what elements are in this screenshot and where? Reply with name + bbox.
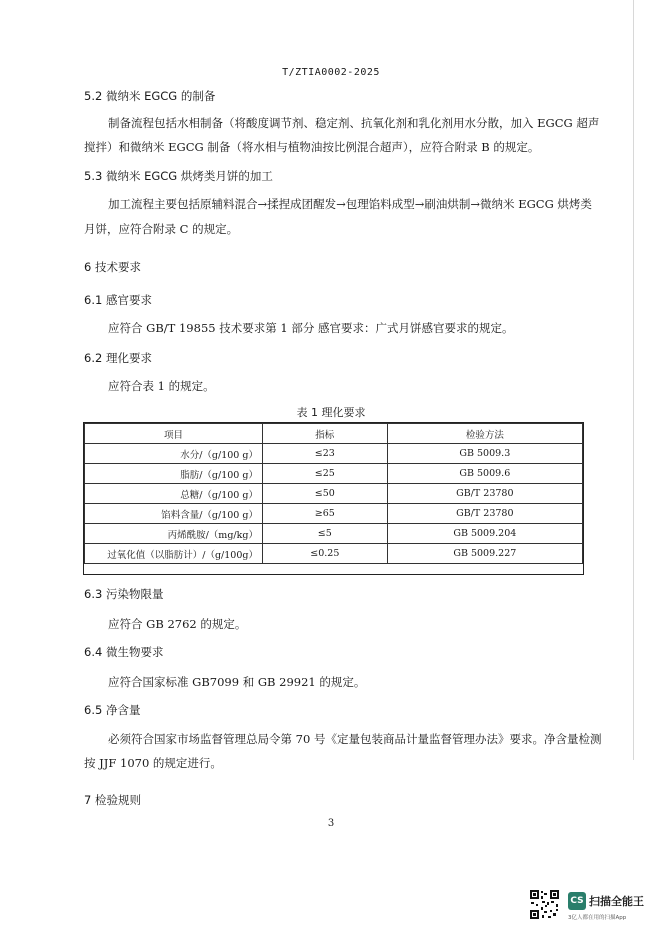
section-6-5-body-line-1: 必须符合国家市场监督管理总局令第 70 号《定量包装商品计量监督管理办法》要求。净含量检测 bbox=[108, 732, 602, 746]
table-cell-limit: ≤50 bbox=[262, 484, 387, 504]
table-row bbox=[85, 484, 583, 504]
camscanner-tagline: 3亿人都在用的扫描App bbox=[568, 915, 627, 921]
table-caption: 表 1 理化要求 bbox=[296, 406, 366, 419]
page-edge bbox=[633, 0, 634, 760]
section-6-3-title: 6.3 污染物限量 bbox=[84, 587, 164, 601]
section-6-2-title: 6.2 理化要求 bbox=[84, 351, 152, 365]
table-cell-item: 脂肪/（g/100 g） bbox=[85, 464, 263, 484]
camscanner-app-name: 扫描全能王 bbox=[589, 895, 644, 908]
section-5-2-body-line-2: 搅拌）和微纳米 EGCG 制备（将水相与植物油按比例混合超声），应符合附录 B 的规定。 bbox=[84, 140, 540, 154]
table-cell-item: 丙烯酰胺/（mg/kg） bbox=[85, 524, 263, 544]
table-row bbox=[85, 544, 583, 564]
table-cell-method: GB/T 23780 bbox=[387, 504, 582, 524]
table-cell-item: 馅料含量/（g/100 g） bbox=[85, 504, 263, 524]
section-6-2-body: 应符合表 1 的规定。 bbox=[108, 379, 215, 393]
table-cell-item: 水分/（g/100 g） bbox=[85, 444, 263, 464]
table-cell-limit: ≤23 bbox=[262, 444, 387, 464]
page-number: 3 bbox=[327, 818, 335, 829]
table-cell-item: 过氧化值（以脂肪计）/（g/100g） bbox=[85, 544, 263, 564]
table-header-row bbox=[85, 424, 583, 444]
section-5-3-body-line-2: 月饼，应符合附录 C 的规定。 bbox=[84, 222, 239, 236]
section-6-1-body: 应符合 GB/T 19855 技术要求第 1 部分 感官要求：广式月饼感官要求的规定。 bbox=[108, 321, 514, 335]
table-cell-item: 总糖/（g/100 g） bbox=[85, 484, 263, 504]
section-7-title: 7 检验规则 bbox=[84, 793, 141, 807]
section-5-3-body-line-1: 加工流程主要包括原辅料混合→揉捏成团醒发→包理馅料成型→刷油烘制→微纳米 EGCG 烘烤类 bbox=[108, 197, 592, 211]
section-6-3-body: 应符合 GB 2762 的规定。 bbox=[108, 617, 247, 631]
table-cell-limit: ≤25 bbox=[262, 464, 387, 484]
section-5-3-title: 5.3 微纳米 EGCG 烘烤类月饼的加工 bbox=[84, 169, 273, 183]
table-cell-method: GB/T 23780 bbox=[387, 484, 582, 504]
table-header-cell: 项目 bbox=[85, 424, 263, 444]
section-5-2-body-line-1: 制备流程包括水相制备（将酸度调节剂、稳定剂、抗氧化剂和乳化剂用水分散，加入 EGCG 超声 bbox=[108, 116, 600, 130]
table-row bbox=[85, 504, 583, 524]
table-cell-method: GB 5009.227 bbox=[387, 544, 582, 564]
table-row bbox=[85, 524, 583, 544]
qr-code-icon bbox=[529, 889, 560, 920]
table-cell-method: GB 5009.3 bbox=[387, 444, 582, 464]
section-6-5-title: 6.5 净含量 bbox=[84, 703, 141, 717]
table-cell-method: GB 5009.204 bbox=[387, 524, 582, 544]
spec-table bbox=[84, 423, 583, 564]
document-header: T/ZTIA0002-2025 bbox=[282, 67, 380, 78]
section-6-1-title: 6.1 感官要求 bbox=[84, 293, 152, 307]
table-cell-limit: ≤0.25 bbox=[262, 544, 387, 564]
section-6-4-body: 应符合国家标准 GB7099 和 GB 29921 的规定。 bbox=[108, 675, 366, 689]
table-row bbox=[85, 464, 583, 484]
table-cell-method: GB 5009.6 bbox=[387, 464, 582, 484]
table-row bbox=[85, 444, 583, 464]
section-6-title: 6 技术要求 bbox=[84, 260, 141, 274]
table-header-cell: 指标 bbox=[262, 424, 387, 444]
section-6-4-title: 6.4 微生物要求 bbox=[84, 645, 164, 659]
camscanner-logo: CS bbox=[568, 892, 586, 910]
table-header-cell: 检验方法 bbox=[387, 424, 582, 444]
section-5-2-title: 5.2 微纳米 EGCG 的制备 bbox=[84, 89, 216, 103]
table-cell-limit: ≤5 bbox=[262, 524, 387, 544]
section-6-5-body-line-2: 按 JJF 1070 的规定进行。 bbox=[84, 756, 222, 770]
table-cell-limit: ≥65 bbox=[262, 504, 387, 524]
